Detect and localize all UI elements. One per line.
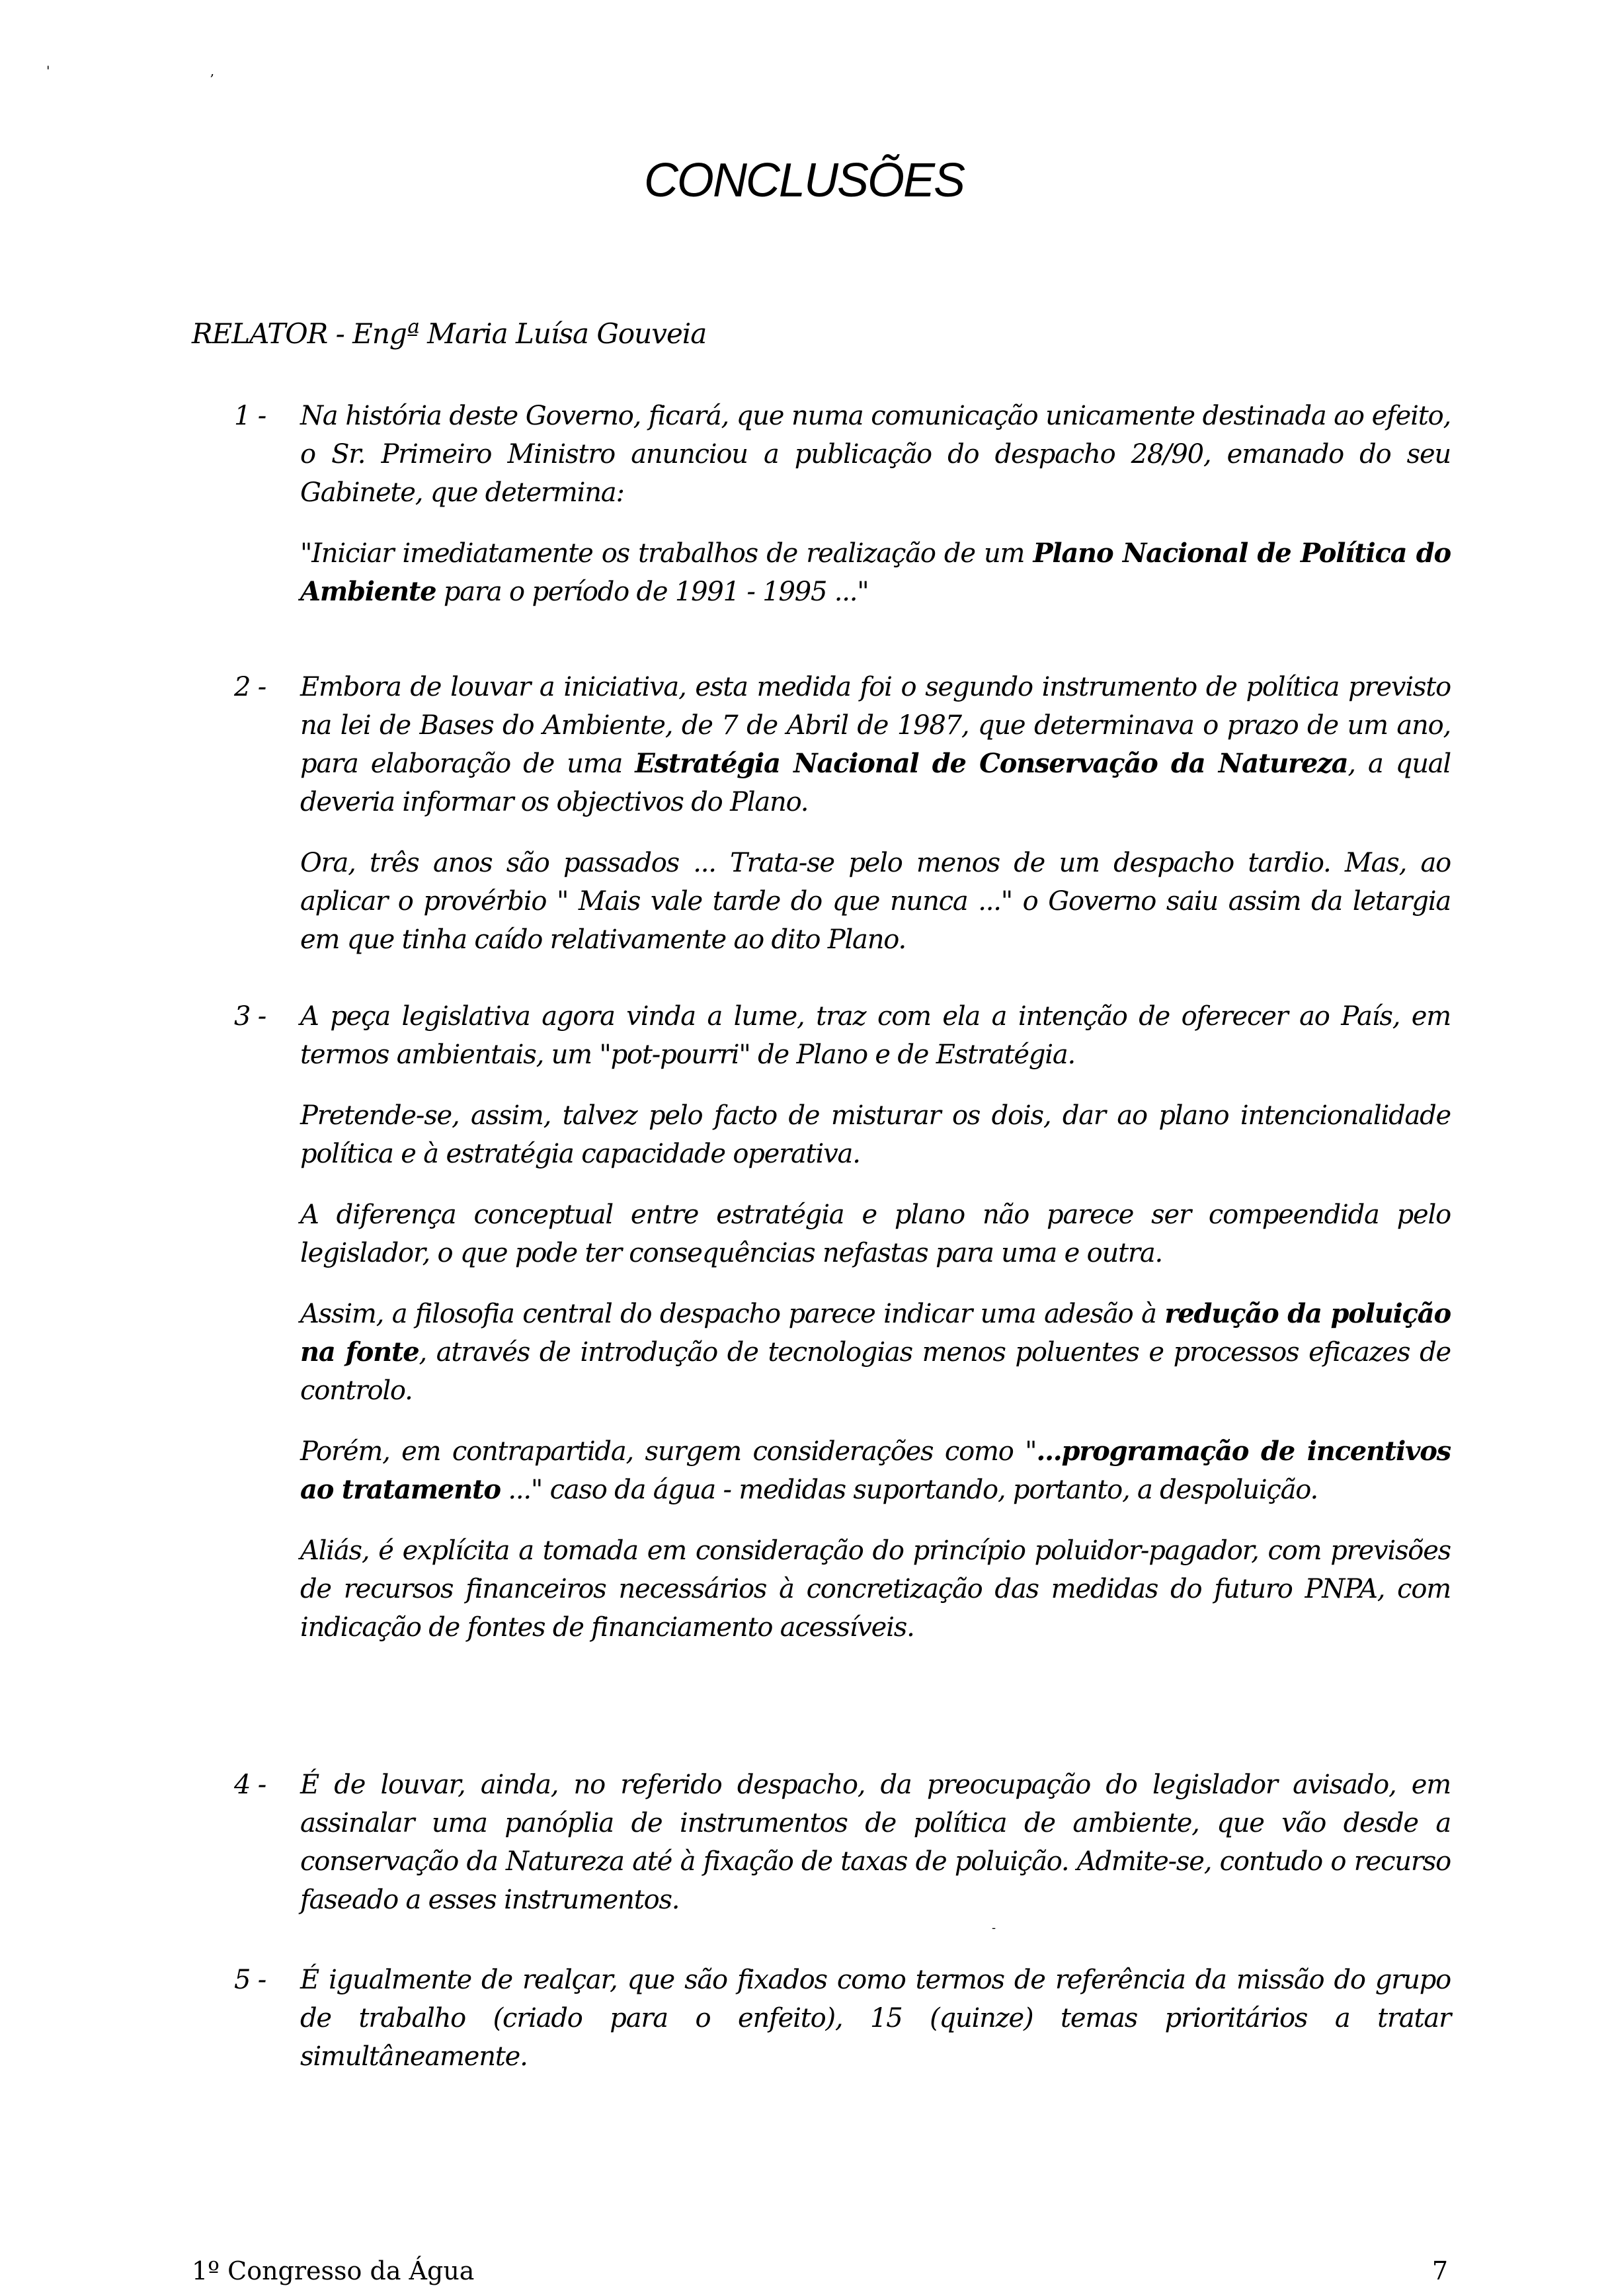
page-title: CONCLUSÕES: [643, 154, 965, 207]
item-paragraph: Embora de louvar a iniciativa, esta medida foi o segundo instrumento de política previsto na lei de Bases do Ambiente, de 7 de Abril de 1987, que determinava o prazo de um ano, para elaboração de uma Estratégia Nacional de Conservação da Natureza, a qual deveria informar os objectivos do Plano.: [300, 672, 1451, 817]
item-paragraph: É igualmente de realçar, que são fixados como termos de referência da missão do grupo de trabalho (criado para o enfeito), 15 (quinze) temas prioritários a tratar simultâneamente.: [300, 1965, 1451, 2072]
conclusion-item-1: [234, 397, 1451, 634]
conclusion-item-2: [234, 668, 1451, 981]
page-footer: [192, 2256, 1448, 2285]
scan-speck: -: [992, 1921, 996, 1935]
scan-specks: ' ,: [46, 63, 293, 79]
item-paragraph: É de louvar, ainda, no referido despacho, da preocupação do legislador avisado, em assinalar uma panóplia de instrumentos de política de ambiente, que vão desde a conservação da Natureza até à fixação de taxas de poluição. Admite-se, contudo o recurso faseado a esses instrumentos.: [300, 1770, 1451, 1915]
item-paragraph: Ora, três anos são passados ... Trata-se pelo menos de um despacho tardio. Mas, ao aplicar o provérbio " Mais vale tarde do que nunca ..." o Governo saiu assim da letargia em que tinha caído relativamente ao dito Plano.: [300, 848, 1451, 955]
item-paragraph: A diferença conceptual entre estratégia e plano não parece ser compeendida pelo legislador, o que pode ter consequências nefastas para uma e outra.: [300, 1200, 1451, 1268]
conclusion-item-3: [234, 997, 1451, 1669]
item-number: 4 -: [234, 1770, 266, 1800]
item-paragraph: Assim, a filosofia central do despacho parece indicar uma adesão à redução da poluição na fonte, através de introdução de tecnologias menos poluentes e processos eficazes de controlo.: [300, 1298, 1451, 1406]
item-paragraph: Porém, em contrapartida, surgem considerações como "...programação de incentivos ao tratamento ..." caso da água - medidas suportando, portanto, a despoluição.: [300, 1436, 1451, 1505]
item-number: 1 -: [234, 401, 266, 431]
relator-line: RELATOR - Engª Maria Luísa Gouveia: [192, 317, 707, 350]
item-paragraph: Na história deste Governo, ficará, que numa comunicação unicamente destinada ao efeito, o Sr. Primeiro Ministro anunciou a publicação do despacho 28/90, emanado do seu Gabinete, que determina:: [300, 401, 1451, 508]
item-paragraph: Pretende-se, assim, talvez pelo facto de misturar os dois, dar ao plano intencionalidade política e à estratégia capacidade operativa.: [300, 1100, 1451, 1169]
item-quote: "Iniciar imediatamente os trabalhos de realização de um Plano Nacional de Política do Ambiente para o período de 1991 - 1995 ...": [300, 538, 1451, 607]
item-number: 5 -: [234, 1965, 266, 1995]
conclusion-item-5: [234, 1961, 1451, 2098]
item-paragraph: Aliás, é explícita a tomada em consideração do princípio poluidor-pagador, com previsões de recursos financeiros necessários à concretização das medidas do futuro PNPA, com indicação de fontes de financiamento acessíveis.: [300, 1536, 1451, 1643]
item-paragraph: A peça legislativa agora vinda a lume, traz com ela a intenção de oferecer ao País, em termos ambientais, um "pot-pourri" de Plano e de Estratégia.: [300, 1001, 1451, 1070]
item-number: 3 -: [234, 1001, 266, 1032]
conclusion-item-4: [234, 1766, 1451, 1942]
page-number: 7: [1431, 2256, 1448, 2285]
footer-publication: 1º Congresso da Água: [192, 2256, 475, 2285]
item-number: 2 -: [234, 672, 266, 702]
